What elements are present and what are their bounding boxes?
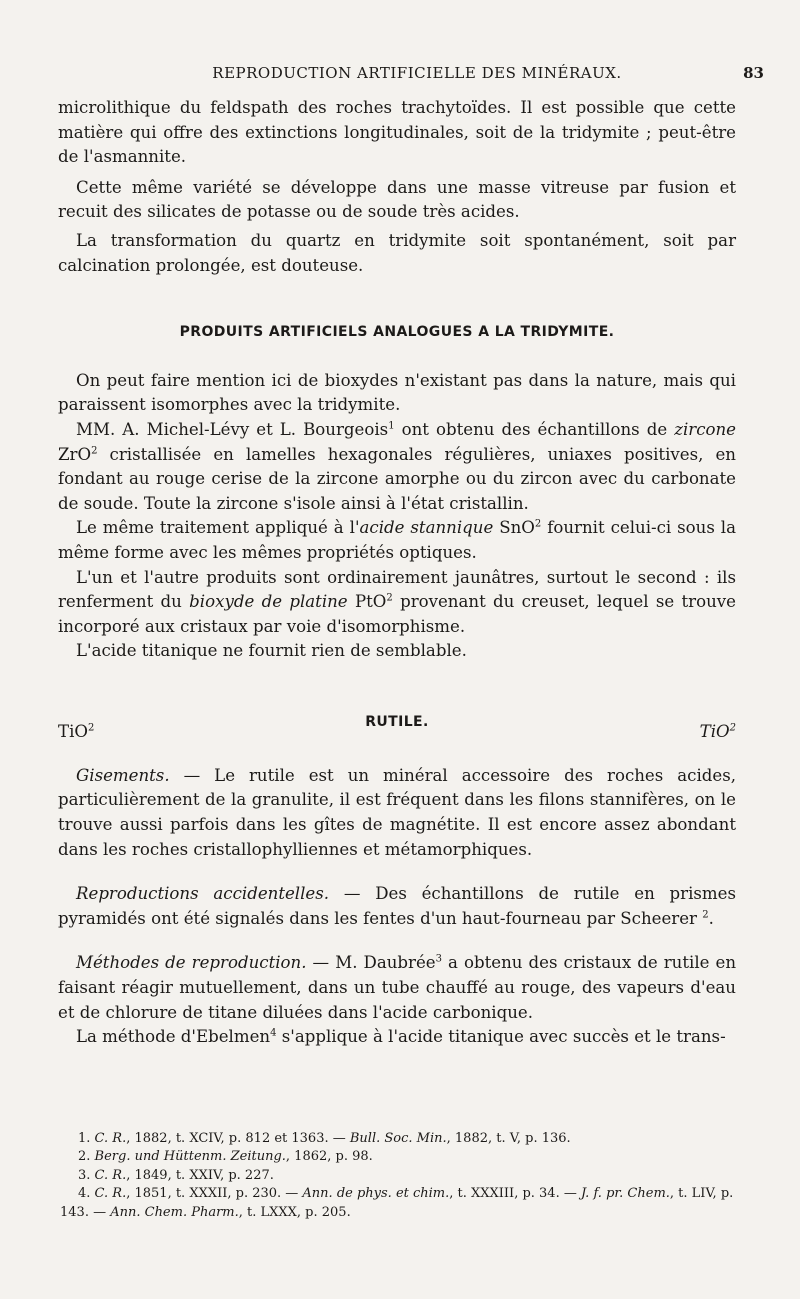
paragraph-1: microlithique du feldspath des roches trachytoïdes. Il est possible que cette matière qui offre des extinctions longitudinales, soit de la tridymite ; peut-être de l'asmannite.	[58, 98, 736, 167]
footnote-1: 1. C. R., 1882, t. XCIV, p. 812 et 1363. — Bull. Soc. Min., 1882, t. V, p. 136.	[78, 1131, 571, 1146]
paragraph-5: MM. A. Michel-Lévy et L. Bourgeois$^1$ ont obtenu des échantillons de zircone ZrO$^2$ cristallisée en lamelles hexagonales régulières, uniaxes positives, en fondant au rouge cerise de la zircone amorphe ou du zircon avec du carbonate de soude. Toute la zircone s'isole ainsi à l'état cristallin.	[58, 419, 736, 513]
paragraph-3: La transformation du quartz en tridymite soit spontanément, soit par calcination prolongée, est douteuse.	[58, 230, 736, 275]
page-number: 83	[743, 64, 764, 82]
section-title-tridymite: PRODUITS ARTIFICIELS ANALOGUES A LA TRIDYMITE.	[179, 324, 615, 341]
paragraph-methodes: Méthodes de reproduction. — M. Daubrée$^3$ a obtenu des cristaux de rutile en faisant réagir mutuellement, dans un tube chauffé au rouge, des vapeurs d'eau et de chlorure de titane diluées dans l'acide carbonique.	[58, 953, 737, 1022]
paragraph-ebelmen: La méthode d'Ebelmen$^4$ s'applique à l'acide titanique avec succès et le trans-	[76, 1027, 726, 1047]
formula-right: TiO$^2$	[699, 721, 736, 741]
footnote-2: 2. Berg. und Hüttenm. Zeitung., 1862, p. 98.	[78, 1149, 373, 1165]
running-title: REPRODUCTION ARTIFICIELLE DES MINÉRAUX.	[212, 64, 622, 82]
footnote-4: 4. C. R., 1851, t. XXXII, p. 230. — Ann. de phys. et chim., t. XXXIII, p. 34. — J. f. pr. Chem., t. LIV, p. 143. — Ann. Chem. Pharm., t. LXXX, p. 205.	[60, 1186, 734, 1220]
paragraph-2: Cette même variété se développe dans une masse vitreuse par fusion et recuit des silicates de potasse ou de soude très acides.	[58, 177, 736, 222]
formula-left: TiO$^2$	[58, 721, 95, 741]
main-text	[58, 96, 736, 1050]
paragraph-7: L'un et l'autre produits sont ordinairement jaunâtres, surtout le second : ils renferment du bioxyde de platine PtO$^2$ provenant du creuset, lequel se trouve incorporé aux cristaux par voie d'isomorphisme.	[58, 567, 736, 636]
footnote-3: 3. C. R., 1849, t. XXIV, p. 227.	[78, 1167, 274, 1183]
paragraph-4: On peut faire mention ici de bioxydes n'existant pas dans la nature, mais qui paraissent isomorphes avec la tridymite.	[58, 370, 736, 415]
paragraph-reproductions: Reproductions accidentelles. — Des échantillons de rutile en prismes pyramidés ont été signalés dans les fentes d'un haut-fourneau par Scheerer $^2$.	[58, 884, 736, 928]
footnotes	[60, 1130, 736, 1222]
section-title-rutile: RUTILE.	[365, 713, 429, 730]
paragraph-8: L'acide titanique ne fournit rien de semblable.	[76, 641, 467, 661]
paragraph-6: Le même traitement appliqué à l'acide stannique SnO$^2$ fournit celui-ci sous la même forme avec les mêmes propriétés optiques.	[58, 518, 737, 562]
paragraph-gisements: Gisements. — Le rutile est un minéral accessoire des roches acides, particulièrement de la granulite, il est fréquent dans les filons stannifères, on le trouve aussi parfois dans les gîtes de magnétite. Il est encore assez abondant dans les roches cristallophylliennes et métamorphiques.	[58, 765, 736, 859]
rutile-heading-row	[58, 710, 736, 740]
running-header	[58, 64, 776, 86]
